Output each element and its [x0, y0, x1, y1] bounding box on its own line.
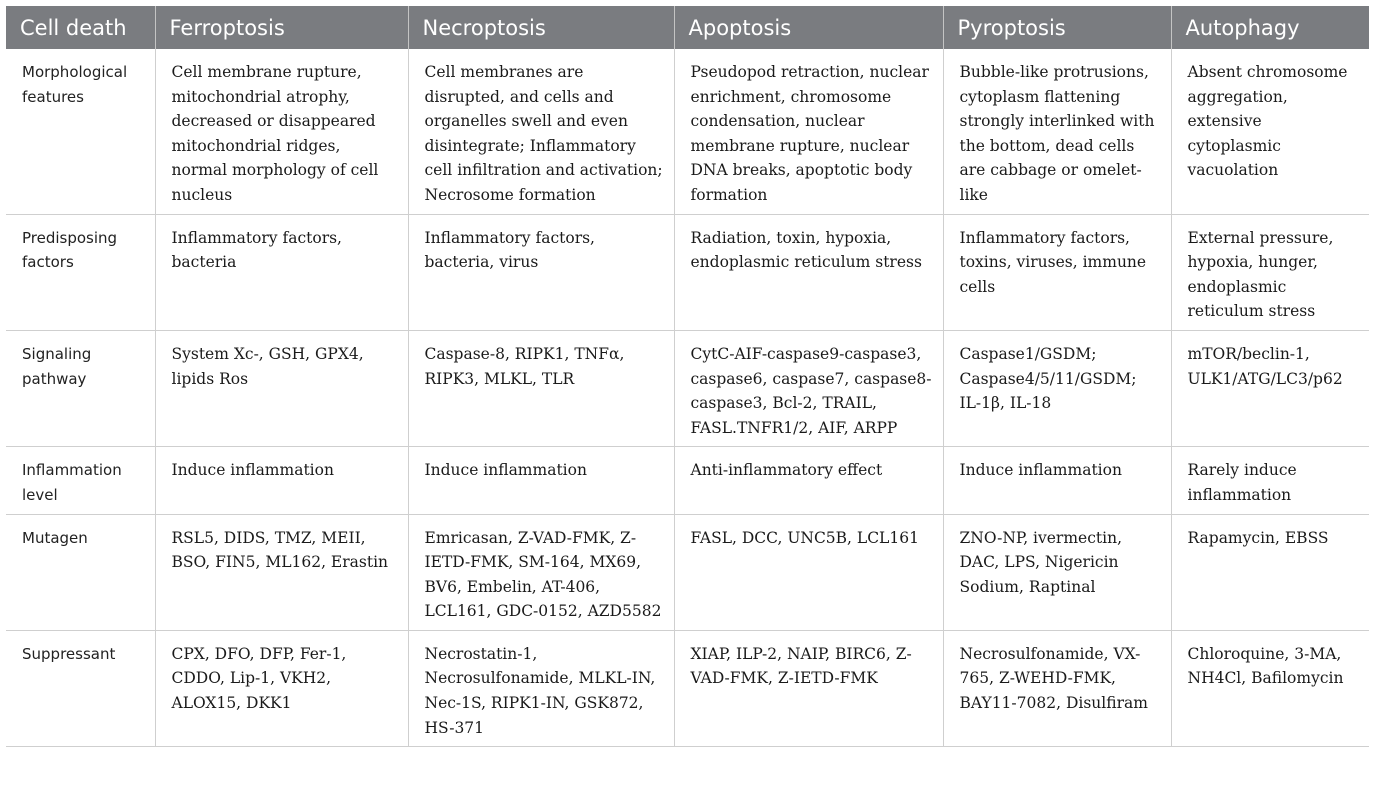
table-cell: Necrostatin-1, Necrosulfonamide, MLKL-IN, Nec-1S, RIPK1-IN, GSK872, HS-371	[408, 630, 674, 746]
table-cell: Pseudopod retraction, nuclear enrichment, chromosome condensation, nuclear membrane rupture, nuclear DNA breaks, apoptotic body formation	[674, 49, 943, 214]
table-cell: mTOR/beclin-1, ULK1/ATG/LC3/p62	[1171, 330, 1369, 446]
table-cell: Radiation, toxin, hypoxia, endoplasmic reticulum stress	[674, 214, 943, 330]
table-cell: Induce inflammation	[155, 447, 408, 514]
table-cell: Absent chromosome aggregation, extensive cytoplasmic vacuolation	[1171, 49, 1369, 214]
table-cell: Inflammatory factors, bacteria, virus	[408, 214, 674, 330]
table-cell: Caspase-8, RIPK1, TNFα, RIPK3, MLKL, TLR	[408, 330, 674, 446]
row-label: Predisposing factors	[6, 214, 155, 330]
table-cell: Induce inflammation	[943, 447, 1171, 514]
table-cell: XIAP, ILP-2, NAIP, BIRC6, Z-VAD-FMK, Z-IETD-FMK	[674, 630, 943, 746]
table-row-signaling-pathway	[6, 330, 1369, 446]
table-cell: Bubble-like protrusions, cytoplasm flattening strongly interlinked with the bottom, dead cells are cabbage or omelet-like	[943, 49, 1171, 214]
row-label: Mutagen	[6, 514, 155, 630]
table-cell: Cell membranes are disrupted, and cells and organelles swell and even disintegrate; Inflammatory cell infiltration and activation; Necrosome formation	[408, 49, 674, 214]
table-cell: Cell membrane rupture, mitochondrial atrophy, decreased or disappeared mitochondrial ridges, normal morphology of cell nucleus	[155, 49, 408, 214]
table-cell: Necrosulfonamide, VX-765, Z-WEHD-FMK, BAY11-7082, Disulfiram	[943, 630, 1171, 746]
table-row-inflammation-level	[6, 447, 1369, 514]
table-row-suppressant	[6, 630, 1369, 746]
column-header-pyroptosis: Pyroptosis	[943, 6, 1171, 49]
table-cell: Rapamycin, EBSS	[1171, 514, 1369, 630]
table-cell: Inflammatory factors, bacteria	[155, 214, 408, 330]
table-cell: RSL5, DIDS, TMZ, MEII, BSO, FIN5, ML162, Erastin	[155, 514, 408, 630]
table-cell: FASL, DCC, UNC5B, LCL161	[674, 514, 943, 630]
table-cell: Chloroquine, 3-MA, NH4Cl, Bafilomycin	[1171, 630, 1369, 746]
column-header-ferroptosis: Ferroptosis	[155, 6, 408, 49]
table-cell: ZNO-NP, ivermectin, DAC, LPS, Nigericin Sodium, Raptinal	[943, 514, 1171, 630]
column-header-necroptosis: Necroptosis	[408, 6, 674, 49]
header-row	[6, 6, 1369, 49]
table-cell: Anti-inflammatory effect	[674, 447, 943, 514]
table-cell: System Xc-, GSH, GPX4, lipids Ros	[155, 330, 408, 446]
row-label: Signaling pathway	[6, 330, 155, 446]
column-header-apoptosis: Apoptosis	[674, 6, 943, 49]
row-label: Suppressant	[6, 630, 155, 746]
table-cell: CytC-AIF-caspase9-caspase3, caspase6, caspase7, caspase8-caspase3, Bcl-2, TRAIL, FASL.TNFR1/2, AIF, ARPP	[674, 330, 943, 446]
table-cell: Inflammatory factors, toxins, viruses, immune cells	[943, 214, 1171, 330]
table-row-predisposing-factors	[6, 214, 1369, 330]
table-cell: External pressure, hypoxia, hunger, endoplasmic reticulum stress	[1171, 214, 1369, 330]
table-cell: Emricasan, Z-VAD-FMK, Z-IETD-FMK, SM-164, MX69, BV6, Embelin, AT-406, LCL161, GDC-0152, AZD5582	[408, 514, 674, 630]
column-header-cell-death: Cell death	[6, 6, 155, 49]
table-cell: CPX, DFO, DFP, Fer-1, CDDO, Lip-1, VKH2, ALOX15, DKK1	[155, 630, 408, 746]
table-cell: Induce inflammation	[408, 447, 674, 514]
table-cell: Rarely induce inflammation	[1171, 447, 1369, 514]
table-row-morphological-features	[6, 49, 1369, 214]
row-label: Inflammation level	[6, 447, 155, 514]
table-cell: Caspase1/GSDM; Caspase4/5/11/GSDM; IL-1β, IL-18	[943, 330, 1171, 446]
column-header-autophagy: Autophagy	[1171, 6, 1369, 49]
table-row-mutagen	[6, 514, 1369, 630]
cell-death-comparison-table	[6, 6, 1369, 747]
row-label: Morphological features	[6, 49, 155, 214]
